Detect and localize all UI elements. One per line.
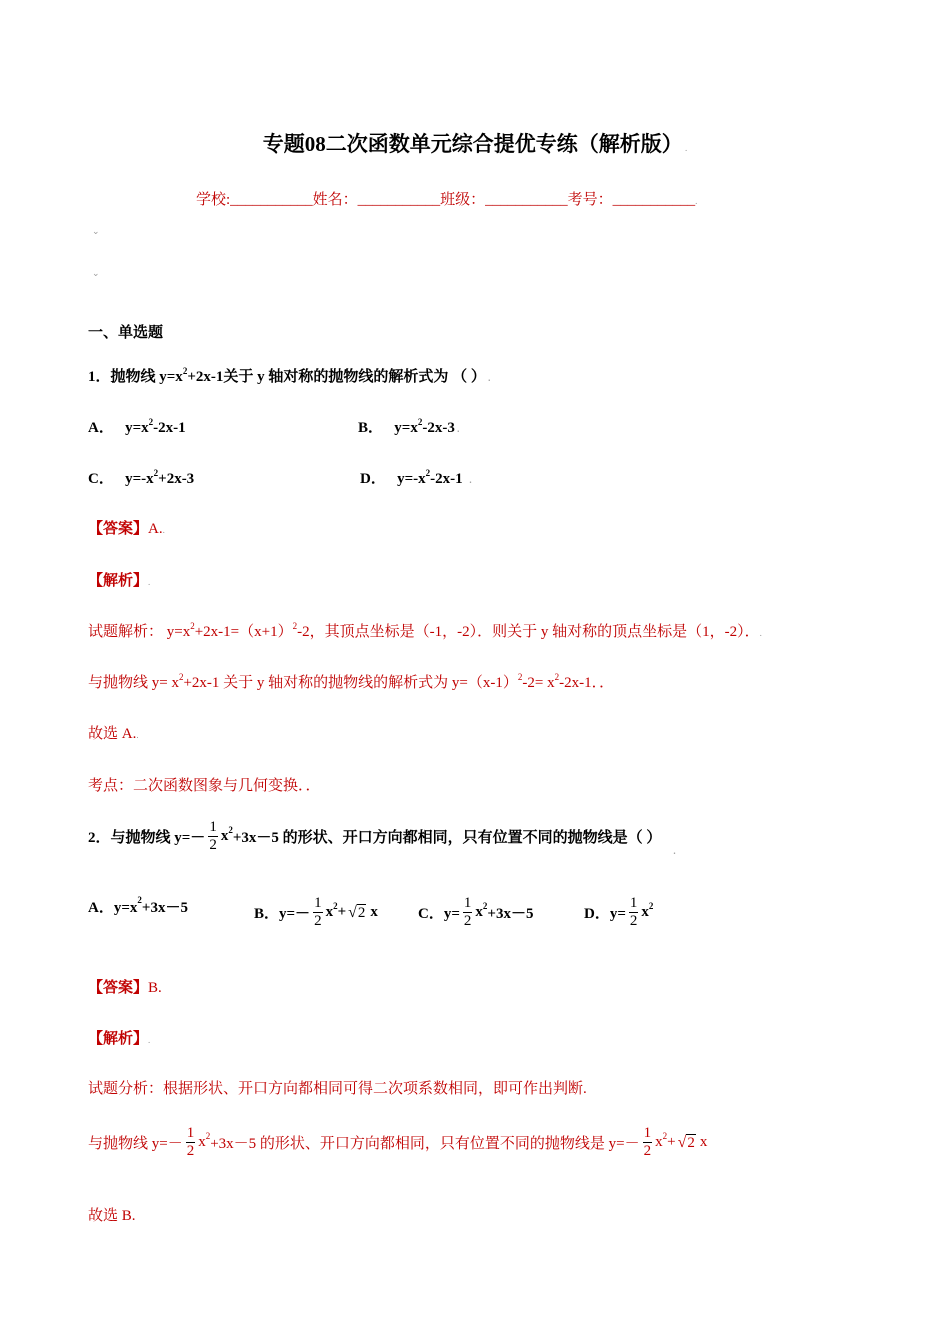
question-1-choice: 故选 A.. [88, 726, 139, 742]
fraction-one-half: $\frac{1}{2}$ [643, 1125, 652, 1159]
question-2-option-b: B．y=－ $\frac{1}{2}$ x 2 + √2 x [254, 895, 378, 929]
question-2-option-d: D．y= $\frac{1}{2}$ x 2 [584, 895, 654, 929]
page-title: 专题08二次函数单元综合提优专练（解析版） . [262, 132, 688, 156]
question-1-option-b: B． $y=x^2-2x-3$ . [358, 417, 460, 436]
fraction-one-half: $\frac{1}{2}$ [463, 895, 472, 929]
square-root-two: √2 [348, 903, 366, 921]
question-2-answer: 【答案】B. [88, 980, 162, 996]
question-2-analysis-line-1: 试题分析：根据形状、开口方向都相同可得二次项系数相同，即可作出判断. [88, 1081, 587, 1097]
section-heading: 一、单选题 [88, 325, 164, 341]
question-1-answer: 【答案】A.. [88, 521, 165, 537]
question-2-analysis-line-2: 与抛物线 y=－ $\frac{1}{2}$ x 2 +3x－5 的形状、开口方向都相同，只有位置不同的抛物线是 y=－ $\frac{1}{2}$ x 2 + √2 x [88, 1125, 708, 1159]
question-1-option-c: C． $y=-x^2+2x-3$ [88, 468, 195, 487]
question-2-analysis-tag: 【解析】. [88, 1031, 151, 1047]
question-1-stem: 1．抛物线 $y=x^2+2x-1$关于 y 轴对称的抛物线的解析式为 （ ） . [88, 366, 491, 385]
question-1-analysis-line-2: 与抛物线 $y= x^2+2x-1$ 关于 y 轴对称的抛物线的解析式为 $y=(x-1)^2-2= x^2-2x-1$．． [88, 672, 615, 691]
question-2-option-c: C．y= $\frac{1}{2}$ x 2 +3x－5 [418, 895, 534, 929]
fraction-one-half: $\frac{1}{2}$ [209, 819, 217, 853]
question-1-analysis-tag: 【解析】. [88, 573, 151, 589]
student-info-line: 学校:___________姓名：___________班级：___________考号：___________. [196, 192, 698, 208]
fraction-one-half: $\frac{1}{2}$ [314, 895, 322, 929]
question-1-option-d: D． $y=-x^2-2x-1$ . [360, 468, 472, 487]
question-1-analysis-line-1: 试题解析： $y=x^2+2x-1=(x+1)^2-2$，其顶点坐标是（-1，-2）．则关于 y 轴对称的顶点坐标是（1，-2）．. [88, 621, 762, 640]
fraction-one-half: $\frac{1}{2}$ [186, 1125, 195, 1159]
paragraph-mark: ⌄ [92, 268, 100, 278]
question-2-stem: 2．与抛物线 y=－ $\frac{1}{2}$ x 2 +3x－5 的形状、开口方向都相同，只有位置不同的抛物线是（ ） . [88, 819, 676, 856]
square-root-two: √2 [677, 1133, 695, 1151]
question-2-choice: 故选 B. [88, 1208, 136, 1224]
fraction-one-half: $\frac{1}{2}$ [629, 895, 638, 929]
question-1-option-a: A． $y=x^2-2x-1$ [88, 417, 186, 436]
question-1-point: 考点：二次函数图象与几何变换．． [88, 778, 321, 794]
question-2-option-a: A．y=x 2 +3x－5 [88, 894, 188, 916]
paragraph-mark: ⌄ [92, 226, 100, 236]
